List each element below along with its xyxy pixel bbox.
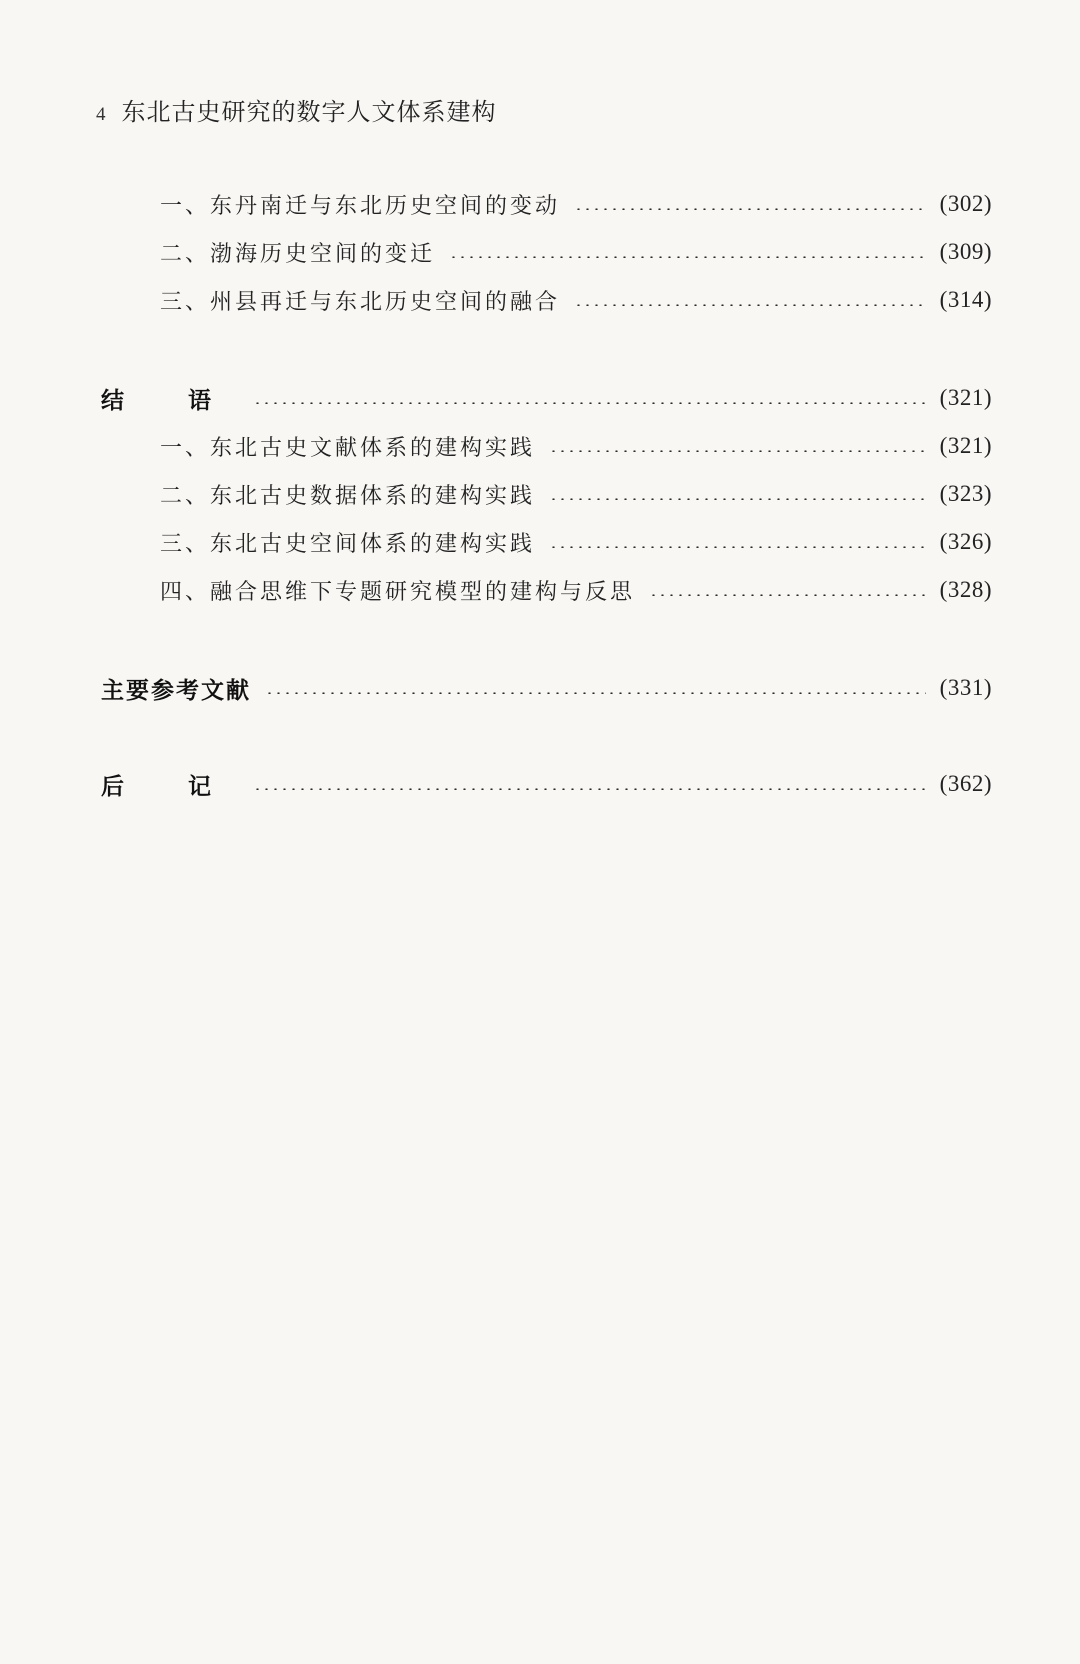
toc-chapter-entry[interactable]: [101, 670, 992, 706]
dot-leader: [549, 450, 926, 452]
toc-entry-title: 三、州县再迁与东北历史空间的融合: [160, 289, 561, 315]
dot-leader: [649, 594, 926, 596]
toc-entry-page: (326): [939, 529, 992, 554]
toc-entry-page: (302): [939, 191, 992, 216]
dot-leader: [549, 546, 926, 548]
toc-entry[interactable]: [160, 476, 992, 512]
toc-entry-title: 后 记: [101, 773, 240, 800]
running-title: 东北古史研究的数字人文体系建构: [121, 98, 497, 126]
toc-chapter-entry[interactable]: [101, 380, 992, 416]
toc-entry-page: (321): [939, 385, 992, 410]
dot-leader: [574, 304, 926, 306]
toc-entry[interactable]: [160, 234, 992, 270]
toc-entry-page: (328): [939, 577, 992, 602]
toc-entry-title: 四、融合思维下专题研究模型的建构与反思: [160, 579, 636, 605]
toc-entry-title: 主要参考文献: [101, 677, 251, 704]
toc-entry-title: 三、东北古史空间体系的建构实践: [160, 531, 536, 557]
dot-leader: [253, 402, 926, 404]
toc-entry-page: (331): [939, 675, 992, 700]
page-header: [96, 92, 497, 127]
toc-entry[interactable]: [160, 524, 992, 560]
toc-entry[interactable]: [160, 282, 992, 318]
toc-entry-page: (362): [939, 771, 992, 796]
toc-entry[interactable]: [160, 428, 992, 464]
toc-entry[interactable]: [160, 186, 992, 222]
toc-entry[interactable]: [160, 572, 992, 608]
toc-entry-page: (321): [939, 433, 992, 458]
toc-entry-title: 二、东北古史数据体系的建构实践: [160, 483, 536, 509]
page-number: 4: [96, 104, 106, 125]
toc-entry-title: 二、渤海历史空间的变迁: [160, 241, 436, 267]
toc-entry-page: (314): [939, 287, 992, 312]
dot-leader: [253, 788, 926, 790]
toc-entry-title: 结 语: [101, 387, 240, 414]
dot-leader: [265, 692, 926, 694]
toc-chapter-entry[interactable]: [101, 766, 992, 802]
toc-entry-title: 一、东北古史文献体系的建构实践: [160, 435, 536, 461]
toc-entry-page: (323): [939, 481, 992, 506]
dot-leader: [549, 498, 926, 500]
toc-entry-page: (309): [939, 239, 992, 264]
dot-leader: [449, 256, 926, 258]
toc-entry-title: 一、东丹南迁与东北历史空间的变动: [160, 193, 561, 219]
dot-leader: [574, 208, 926, 210]
